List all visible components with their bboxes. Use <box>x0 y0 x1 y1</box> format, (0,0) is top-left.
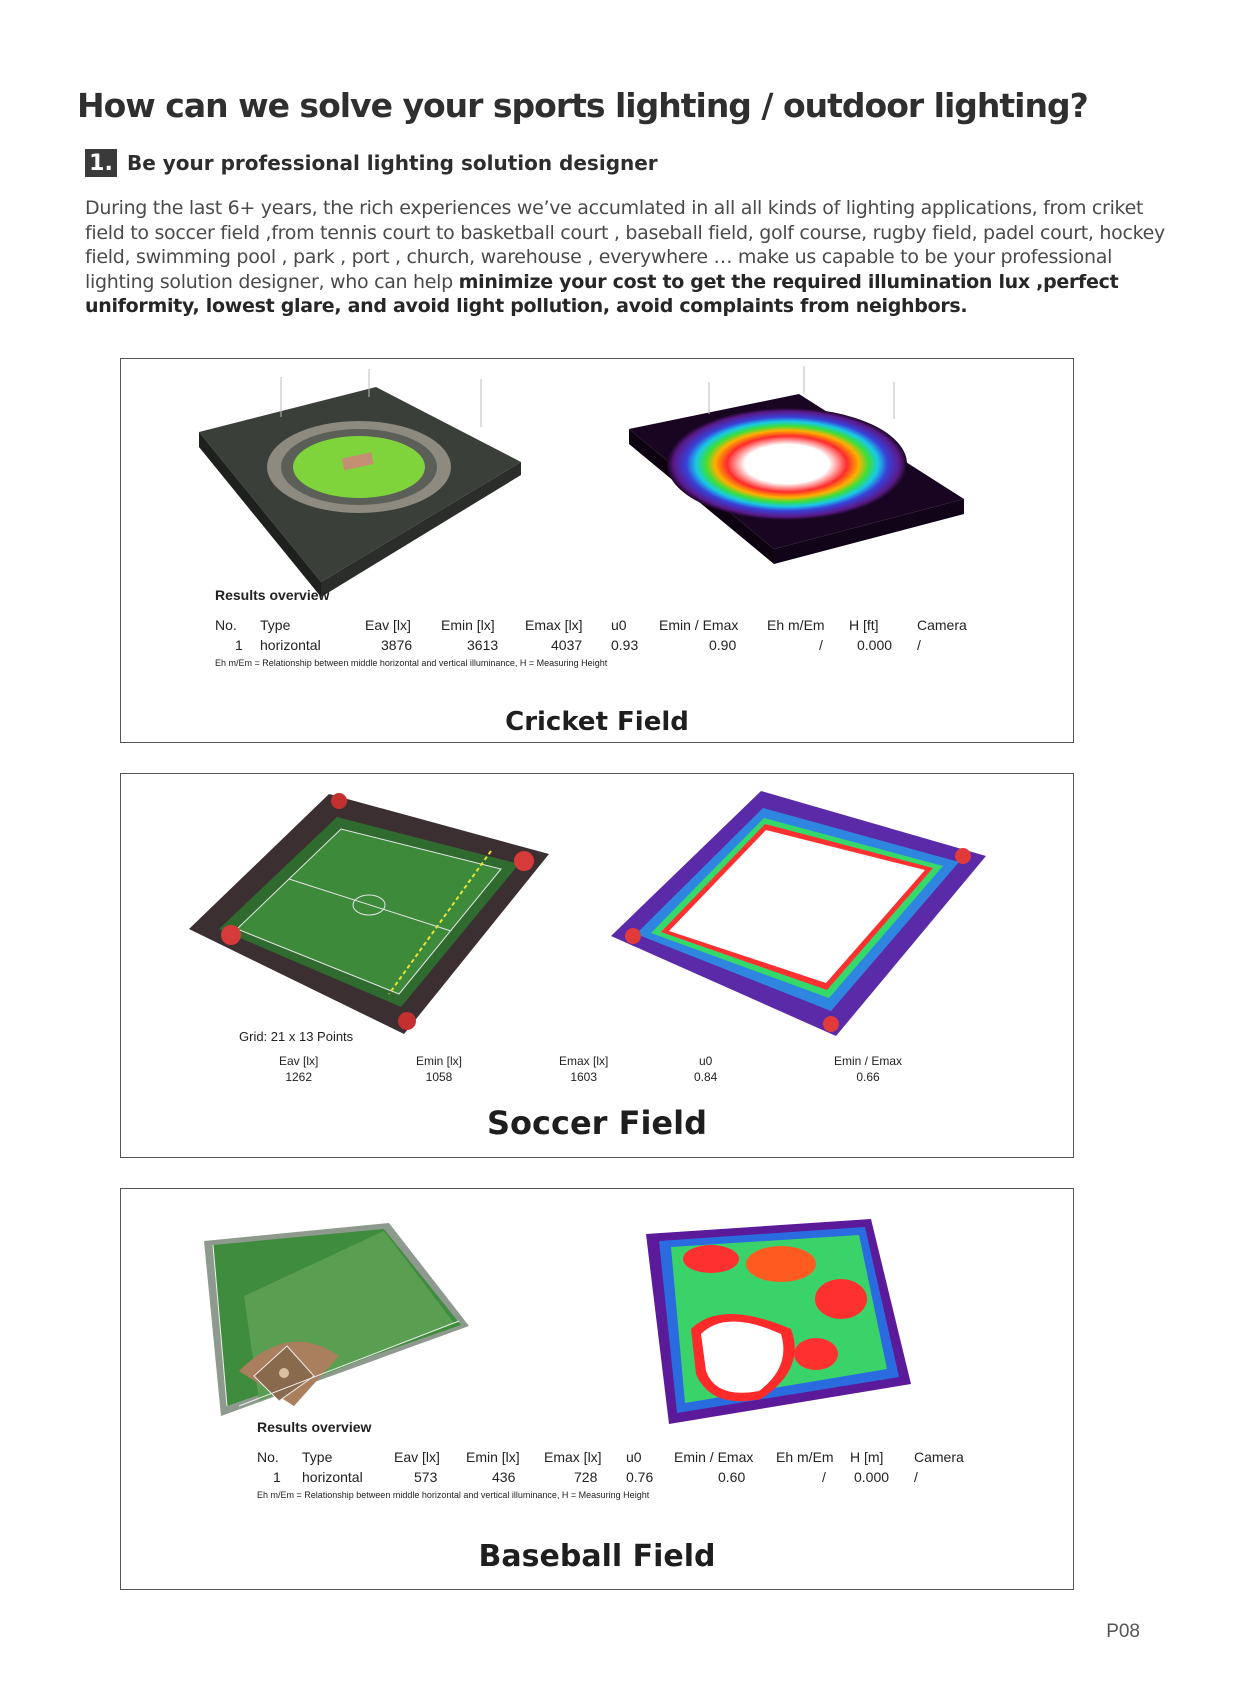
header-no: No. <box>215 617 237 633</box>
header-ehm-em: Eh m/Em <box>767 617 825 633</box>
cricket-isolux-render <box>619 364 964 564</box>
table-row: 1 horizontal 573 436 728 0.76 0.60 / 0.000 / <box>273 1469 918 1485</box>
cricket-stadium-render <box>191 367 521 597</box>
results-table <box>215 615 967 655</box>
intro-paragraph <box>85 196 1170 319</box>
soccer-panel <box>120 773 1074 1158</box>
section-number: 1. <box>85 149 117 177</box>
baseball-field-render <box>199 1201 494 1416</box>
cricket-caption: Cricket Field <box>505 707 689 737</box>
section-title: Be your professional lighting solution designer <box>127 151 658 175</box>
header-eav: Eav [lx] <box>394 1449 440 1465</box>
header-type: Type <box>260 617 291 633</box>
baseball-results <box>257 1419 964 1500</box>
header-ehm-em: Eh m/Em <box>776 1449 834 1465</box>
table-row: 1 horizontal 3876 3613 4037 0.93 0.90 / 0.000 / <box>235 637 921 653</box>
soccer-col-u0: u0 0.84 <box>694 1054 718 1084</box>
results-note: Eh m/Em = Relationship between middle horizontal and vertical illuminance, H = Measuring Height <box>257 1490 650 1500</box>
header-eav: Eav [lx] <box>365 617 411 633</box>
header-type: Type <box>302 1449 333 1465</box>
header-emin: Emin [lx] <box>441 617 495 633</box>
soccer-isolux-render <box>591 786 986 1036</box>
header-camera: Camera <box>917 617 967 633</box>
header-height: H [m] <box>850 1449 884 1465</box>
header-emax: Emax [lx] <box>544 1449 602 1465</box>
results-title: Results overview <box>257 1419 372 1435</box>
soccer-stadium-render <box>179 789 549 1034</box>
soccer-col-emax: Emax [lx] 1603 <box>559 1054 609 1084</box>
soccer-col-eav: Eav [lx] 1262 <box>279 1054 319 1084</box>
header-no: No. <box>257 1449 279 1465</box>
page-title: How can we solve your sports lighting / outdoor lighting? <box>77 86 1088 125</box>
cricket-panel <box>120 358 1074 743</box>
soccer-col-emin: Emin [lx] 1058 <box>416 1054 463 1084</box>
baseball-isolux-render <box>641 1209 911 1424</box>
page-number: P08 <box>1106 1621 1140 1642</box>
baseball-caption: Baseball Field <box>478 1539 716 1574</box>
header-emin: Emin [lx] <box>466 1449 520 1465</box>
header-u0: u0 <box>626 1449 642 1465</box>
header-emax: Emax [lx] <box>525 617 583 633</box>
header-emin-emax: Emin / Emax <box>674 1449 754 1465</box>
header-emin-emax: Emin / Emax <box>659 617 739 633</box>
soccer-results <box>239 1029 1039 1099</box>
grid-label: Grid: 21 x 13 Points <box>239 1029 354 1044</box>
intro-highlight: minimize your cost to get the required illumination lux ,perfect uniformity, lowest glare, and avoid light pollution, avoid complaints from neighbors. <box>85 270 1119 318</box>
section-heading <box>85 149 658 177</box>
results-note: Eh m/Em = Relationship between middle horizontal and vertical illuminance, H = Measuring Height <box>215 658 608 668</box>
header-u0: u0 <box>611 617 627 633</box>
intro-text: During the last 6+ years, the rich experiences we’ve accumlated in all all kinds of lighting applications, from criket field to soccer field ,from tennis court to basketball court , baseball field, golf course, rugby field, padel court, hockey field, swimming pool , park , port , church, warehouse , everywhere … make us capable to be your professional lighting solution designer, who can help <box>85 197 1165 293</box>
header-height: H [ft] <box>849 617 879 633</box>
soccer-caption: Soccer Field <box>487 1104 707 1142</box>
results-table <box>257 1447 964 1487</box>
results-title: Results overview <box>215 587 330 603</box>
baseball-panel <box>120 1188 1074 1590</box>
header-camera: Camera <box>914 1449 964 1465</box>
soccer-col-emin-emax: Emin / Emax 0.66 <box>834 1054 903 1084</box>
cricket-results <box>215 587 967 668</box>
